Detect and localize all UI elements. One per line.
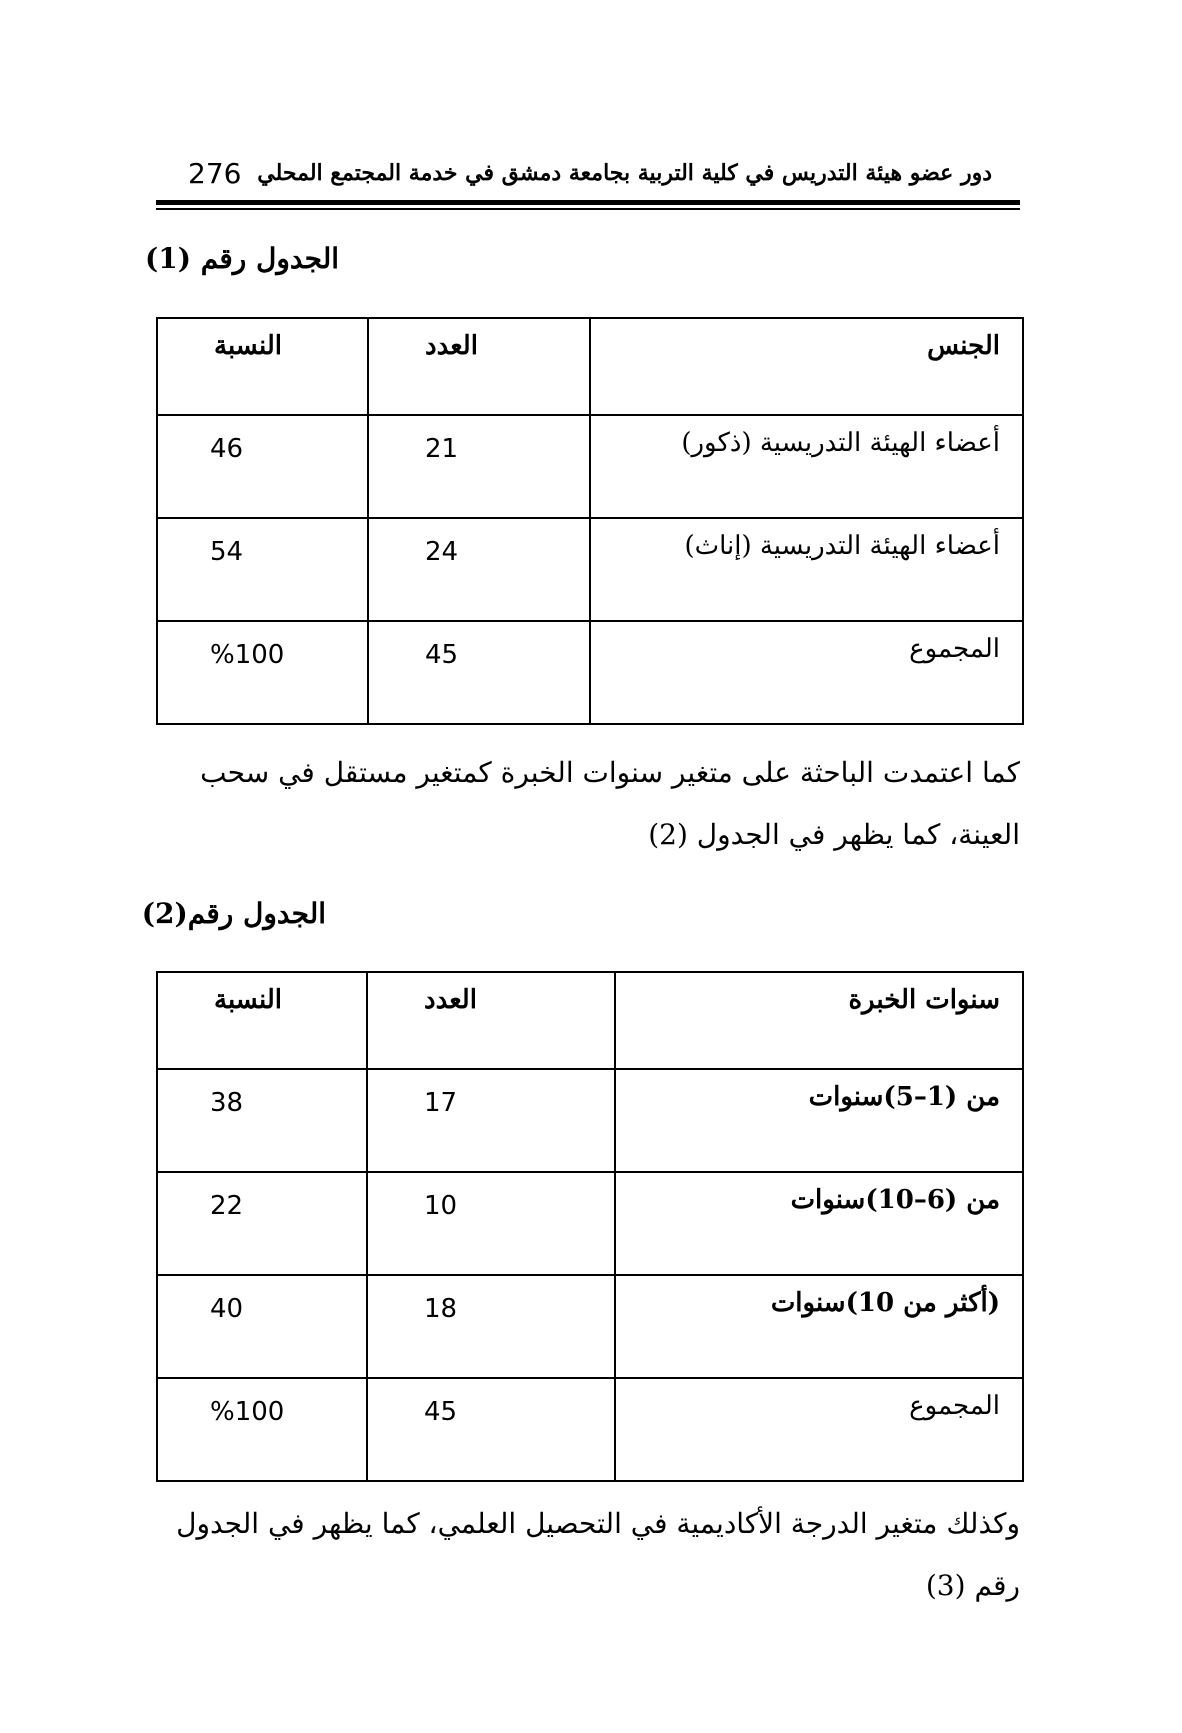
row-count: 45: [368, 621, 590, 724]
row-count: 24: [368, 518, 590, 621]
table-row: [157, 518, 1023, 621]
row-count: 45: [367, 1378, 615, 1481]
table2-caption: الجدول رقم(2): [141, 897, 326, 930]
table1-gender: [156, 317, 1024, 725]
row-percent: 46: [157, 415, 368, 518]
header-rule-thin: [156, 208, 1020, 210]
paragraph-line: كما اعتمدت الباحثة على متغير سنوات الخبرة كمتغير مستقل في سحب: [200, 756, 1020, 789]
header-count: العدد: [368, 318, 590, 415]
header-rule-thick: [156, 200, 1020, 205]
row-percent: 22: [157, 1172, 367, 1275]
row-category: (أكثر من 10)سنوات: [615, 1275, 1023, 1378]
row-count: 10: [367, 1172, 615, 1275]
header-percent: النسبة: [157, 972, 367, 1069]
row-category: أعضاء الهيئة التدريسية (إناث): [590, 518, 1023, 621]
header-category: سنوات الخبرة: [615, 972, 1023, 1069]
header-count: العدد: [367, 972, 615, 1069]
table-row-total: [157, 621, 1023, 724]
header-percent: النسبة: [157, 318, 368, 415]
table1-caption: الجدول رقم (1): [145, 242, 339, 275]
row-category: من (6–10)سنوات: [615, 1172, 1023, 1275]
page-number: 276: [188, 157, 242, 190]
row-category: من (1–5)سنوات: [615, 1069, 1023, 1172]
table-header-row: [157, 318, 1023, 415]
paragraph-line: رقم (3): [925, 1569, 1020, 1602]
paragraph-line: العينة، كما يظهر في الجدول (2): [648, 818, 1020, 851]
row-count: 17: [367, 1069, 615, 1172]
table2-experience: [156, 971, 1024, 1482]
row-percent: %100: [157, 621, 368, 724]
row-percent: 40: [157, 1275, 367, 1378]
table-header-row: [157, 972, 1023, 1069]
table-row: [157, 1172, 1023, 1275]
running-header-title: دور عضو هيئة التدريس في كلية التربية بجامعة دمشق في خدمة المجتمع المحلي: [257, 160, 992, 186]
header-category: الجنس: [590, 318, 1023, 415]
row-category: أعضاء الهيئة التدريسية (ذكور): [590, 415, 1023, 518]
table-row: [157, 1275, 1023, 1378]
row-category: المجموع: [615, 1378, 1023, 1481]
paragraph-academic-degree: [156, 1493, 1020, 1617]
table-row-total: [157, 1378, 1023, 1481]
table-row: [157, 1069, 1023, 1172]
paragraph-line: وكذلك متغير الدرجة الأكاديمية في التحصيل العلمي، كما يظهر في الجدول: [176, 1507, 1020, 1540]
paragraph-experience: [156, 742, 1020, 866]
row-count: 18: [367, 1275, 615, 1378]
row-percent: 38: [157, 1069, 367, 1172]
row-percent: 54: [157, 518, 368, 621]
row-category: المجموع: [590, 621, 1023, 724]
table-row: [157, 415, 1023, 518]
row-percent: %100: [157, 1378, 367, 1481]
row-count: 21: [368, 415, 590, 518]
